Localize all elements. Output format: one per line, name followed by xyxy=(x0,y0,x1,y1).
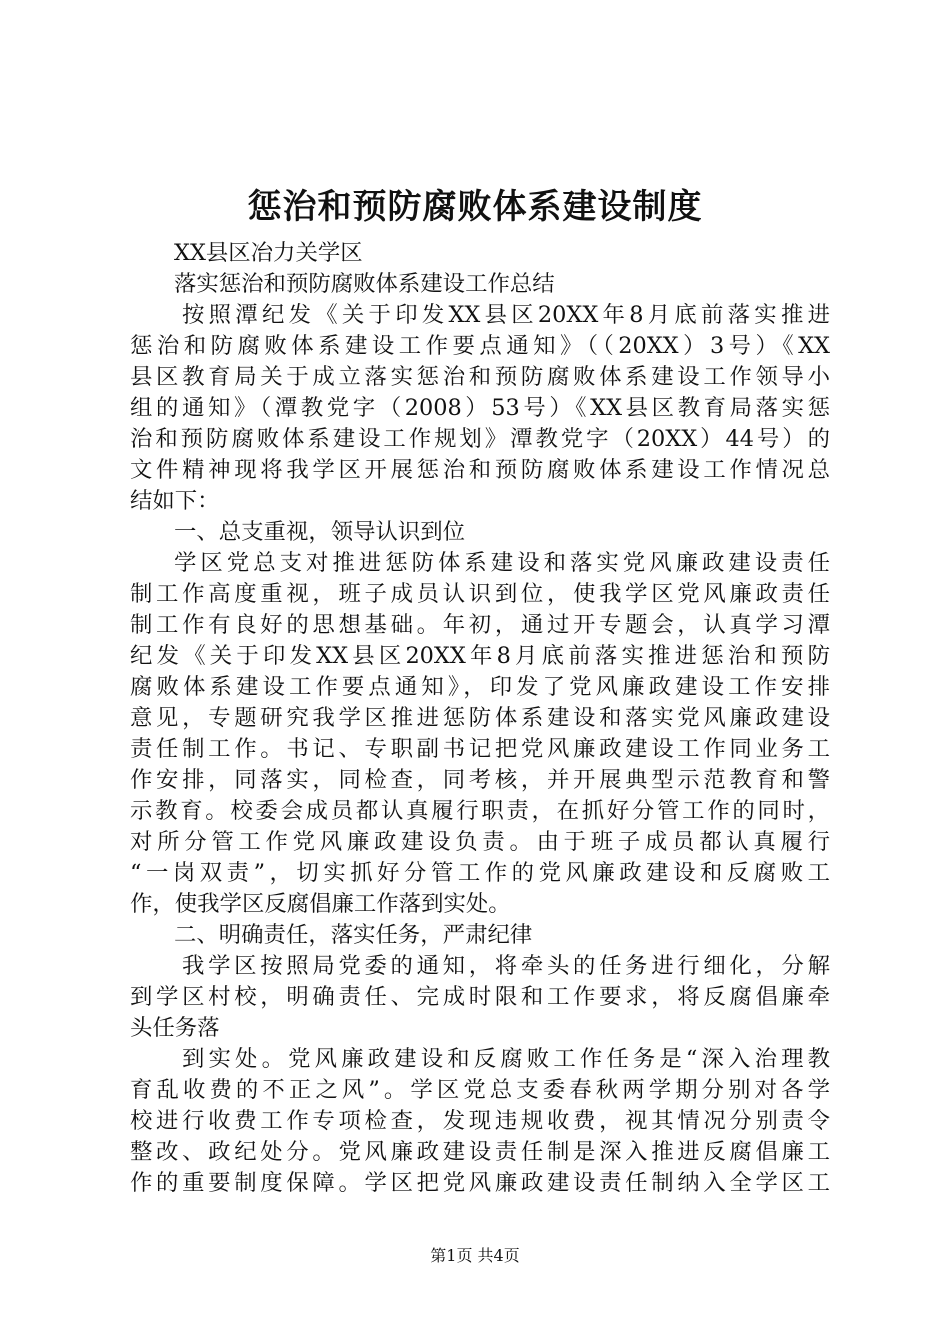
text-line: 校进行收费工作专项检查，发现违规收费，视其情况分别责令 xyxy=(130,1108,830,1134)
text-line: “一岗双责”，切实抓好分管工作的党风廉政建设和反腐败工 xyxy=(130,860,830,886)
document-title: 惩治和预防腐败体系建设制度 xyxy=(247,187,703,227)
text-line: 学区党总支对推进惩防体系建设和落实党风廉政建设责任 xyxy=(174,550,830,576)
text-line: 纪发《关于印发XX县区20XX年8月底前落实推进惩治和预防 xyxy=(130,643,830,669)
text-line: 责任制工作。书记、专职副书记把党风廉政建设工作同业务工 xyxy=(130,736,830,762)
text-line: 惩治和防腐败体系建设工作要点通知》（（20XX）3号）《XX xyxy=(130,333,830,359)
text-line: 落实惩治和预防腐败体系建设工作总结 xyxy=(174,271,555,297)
text-line: 文件精神现将我学区开展惩治和预防腐败体系建设工作情况总 xyxy=(130,457,830,483)
text-line: 腐败体系建设工作要点通知》，印发了党风廉政建设工作安排 xyxy=(130,674,830,700)
text-line: 制工作高度重视，班子成员认识到位，使我学区党风廉政责任 xyxy=(130,581,830,607)
text-line: 整改、政纪处分。党风廉政建设责任制是深入推进反腐倡廉工 xyxy=(130,1139,830,1165)
text-line: 头任务落 xyxy=(130,1015,220,1041)
text-line: 我学区按照局党委的通知，将牵头的任务进行细化，分解 xyxy=(182,953,830,979)
text-line: 到实处。党风廉政建设和反腐败工作任务是“深入治理教 xyxy=(182,1046,830,1072)
text-line: 对所分管工作党风廉政建设负责。由于班子成员都认真履行 xyxy=(130,829,830,855)
page-footer: 第1页 共4页 xyxy=(430,1246,520,1265)
section-heading: 二、明确责任，落实任务，严肃纪律 xyxy=(174,922,533,948)
text-line: XX县区冶力关学区 xyxy=(174,240,363,266)
document-body xyxy=(130,238,830,1199)
text-line: 作的重要制度保障。学区把党风廉政建设责任制纳入全学区工 xyxy=(130,1170,830,1196)
text-line: 按照潭纪发《关于印发XX县区20XX年8月底前落实推进 xyxy=(182,302,830,328)
text-line: 育乱收费的不正之风”。学区党总支委春秋两学期分别对各学 xyxy=(130,1077,830,1103)
text-line: 到学区村校，明确责任、完成时限和工作要求，将反腐倡廉牵 xyxy=(130,984,830,1010)
text-line: 作，使我学区反腐倡廉工作落到实处。 xyxy=(130,891,511,917)
text-line: 示教育。校委会成员都认真履行职责，在抓好分管工作的同时， xyxy=(130,798,830,824)
text-line: 组的通知》（潭教党字（2008）53号）《XX县区教育局落实惩 xyxy=(130,395,830,421)
text-line: 意见，专题研究我学区推进惩防体系建设和落实党风廉政建设 xyxy=(130,705,830,731)
text-line: 结如下： xyxy=(130,488,220,514)
text-line: 治和预防腐败体系建设工作规划》潭教党字（20XX）44号）的 xyxy=(130,426,830,452)
section-heading: 一、总支重视，领导认识到位 xyxy=(174,519,466,545)
text-line: 作安排，同落实，同检查，同考核，并开展典型示范教育和警 xyxy=(130,767,830,793)
text-line: 县区教育局关于成立落实惩治和预防腐败体系建设工作领导小 xyxy=(130,364,830,390)
text-line: 制工作有良好的思想基础。年初，通过开专题会，认真学习潭 xyxy=(130,612,830,638)
